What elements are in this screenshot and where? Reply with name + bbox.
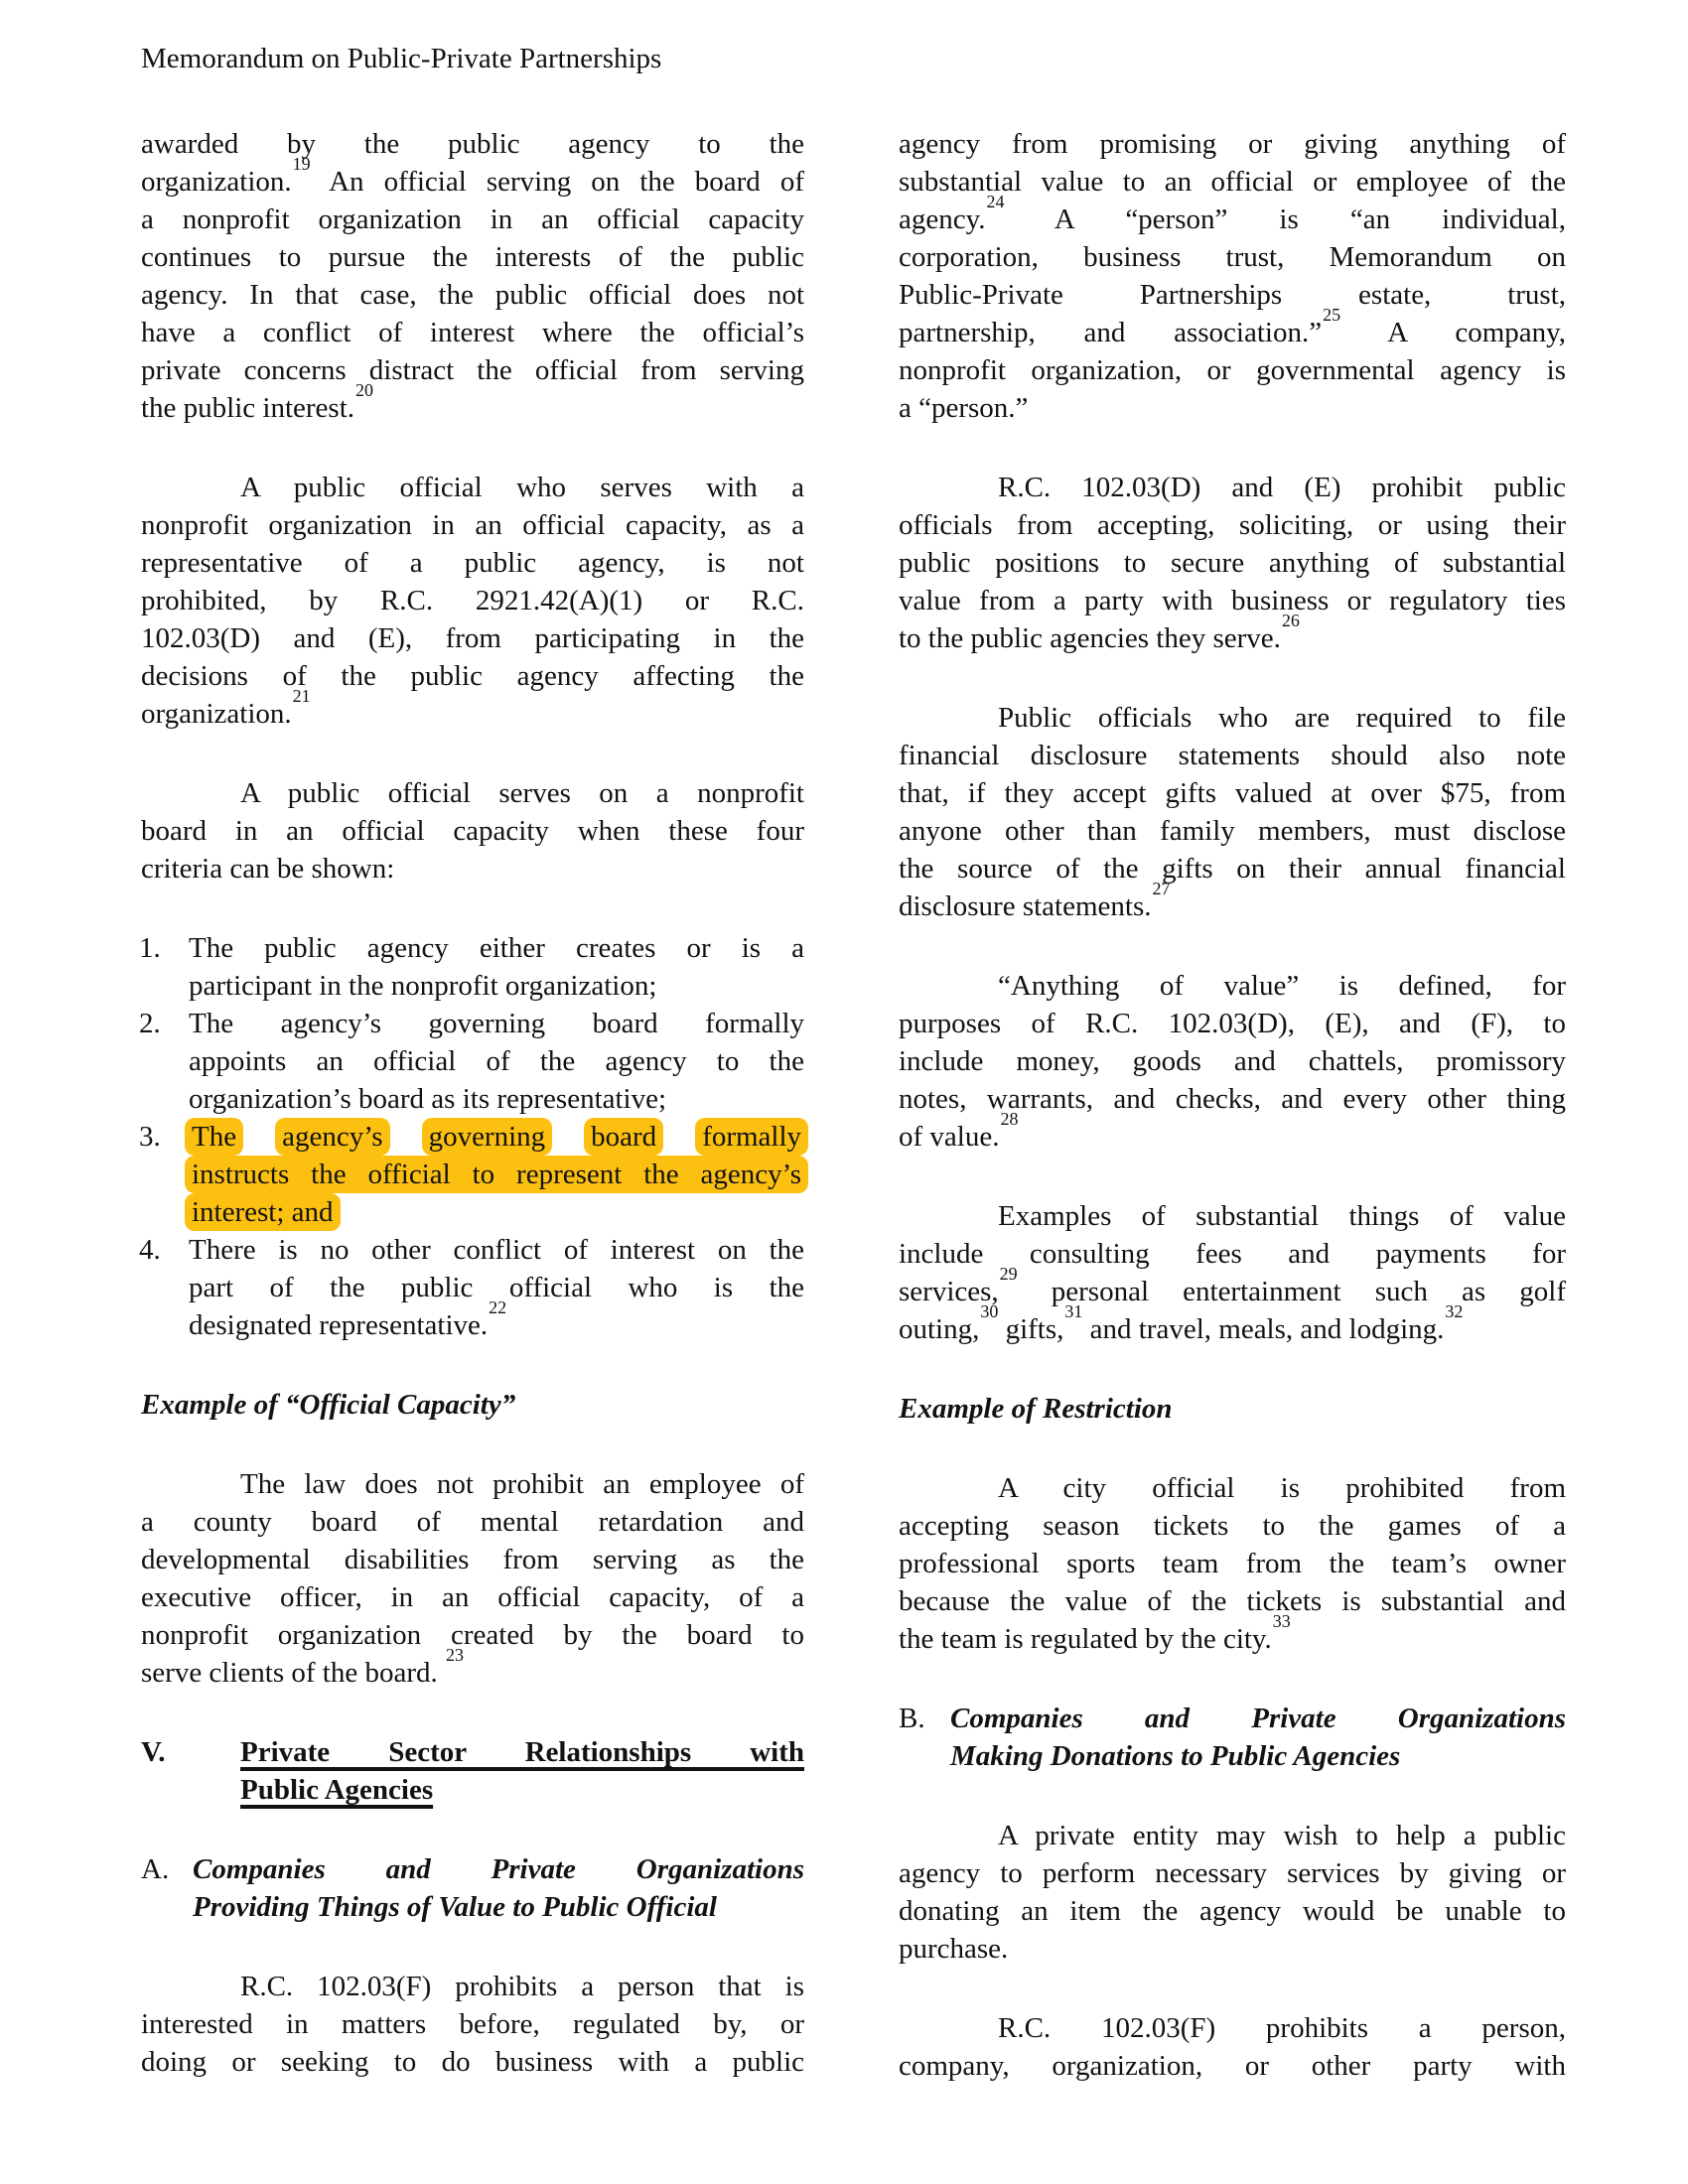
text-line: a “person.” <box>899 392 1029 424</box>
text-line: notes, warrants, and checks, and every other thing <box>899 1083 1566 1115</box>
text-line: company, organization, or other party with <box>899 2050 1566 2082</box>
text-line: corporation, business trust, Memorandum on <box>899 241 1566 273</box>
list-item-text <box>189 1231 804 1344</box>
item-number: 3. <box>139 1121 161 1153</box>
paragraph <box>899 1197 1566 1348</box>
item-number: 2. <box>139 1008 161 1039</box>
text-line: criteria can be shown: <box>141 853 395 885</box>
text-line <box>189 1118 804 1156</box>
footnote-ref: 28 <box>1000 1109 1019 1130</box>
text-line: prohibited, by R.C. 2921.42(A)(1) or R.C. <box>141 585 804 616</box>
text-line: of value.$^{28}$ <box>899 1109 1019 1153</box>
list-item <box>141 1118 804 1231</box>
text-line: A private entity may wish to help a public <box>998 1820 1566 1851</box>
text-line: doing or seeking to do business with a public <box>141 2046 804 2078</box>
text-line: interested in matters before, regulated by, or <box>141 2008 804 2040</box>
footnote-ref: 33 <box>1272 1611 1291 1632</box>
paragraph <box>899 1817 1566 1968</box>
text-line: the public interest.$^{20}$ <box>141 380 373 424</box>
list-item-text <box>189 1005 804 1118</box>
text-line: Companies and Private Organizations <box>193 1853 804 1885</box>
text-line: include money, goods and chattels, promissory <box>899 1045 1566 1077</box>
footnote-ref: 21 <box>292 686 311 707</box>
text-line: Providing Things of Value to Public Official <box>193 1891 717 1923</box>
list-item <box>141 929 804 1005</box>
text-line: nonprofit organization in an official capacity, as a <box>141 509 804 541</box>
text-line: services,$^{29}$ personal entertainment such as golf <box>899 1264 1566 1307</box>
text-line: financial disclosure statements should also note <box>899 740 1566 771</box>
text-line: professional sports team from the team’s owner <box>899 1548 1566 1579</box>
text-line: A public official who serves with a <box>240 472 804 503</box>
text-line: agency. In that case, the public official does not <box>141 279 804 311</box>
text-line: Examples of substantial things of value <box>998 1200 1566 1232</box>
footnote-ref: 30 <box>980 1301 999 1322</box>
heading-text <box>240 1733 804 1809</box>
text-line: that, if they accept gifts valued at over $75, from <box>899 777 1566 809</box>
text-line: There is no other conflict of interest on the <box>189 1234 804 1266</box>
text-line: Public-Private Partnerships estate, trust, <box>899 279 1566 311</box>
item-number: A. <box>141 1853 170 1885</box>
footnote-ref: 32 <box>1445 1301 1464 1322</box>
highlight: board <box>584 1118 663 1156</box>
footnote-ref: 25 <box>1323 305 1341 326</box>
item-number: V. <box>141 1736 166 1768</box>
highlight: formally <box>695 1118 808 1156</box>
paragraph <box>899 699 1566 925</box>
text-line: anyone other than family members, must disclose <box>899 815 1566 847</box>
paragraph <box>141 1968 804 2081</box>
text-line: part of the public official who is the <box>189 1272 804 1303</box>
column-right <box>899 125 1566 2126</box>
footnote-ref: 20 <box>355 380 373 401</box>
highlight: interest; and <box>185 1193 341 1231</box>
text-line: the team is regulated by the city.$^{33}$ <box>899 1611 1291 1655</box>
column-left <box>141 125 804 2122</box>
text-line: Example of Restriction <box>899 1393 1173 1425</box>
text-line: the source of the gifts on their annual financial <box>899 853 1566 885</box>
paragraph <box>141 125 804 427</box>
footnote-ref: 23 <box>446 1645 464 1666</box>
example-heading <box>899 1390 1566 1428</box>
text-line: a nonprofit organization in an official capacity <box>141 204 804 235</box>
text-line: value from a party with business or regulatory ties <box>899 585 1566 616</box>
text-line: officials from accepting, soliciting, or using their <box>899 509 1566 541</box>
text-line: include consulting fees and payments for <box>899 1238 1566 1270</box>
text-line: a county board of mental retardation and <box>141 1506 804 1538</box>
text-line: organization.$^{21}$ <box>141 686 311 730</box>
text-line: outing,$^{30}$ gifts,$^{31}$ and travel, meals, and lodging.$^{32}$ <box>899 1301 1464 1345</box>
text-line: partnership, and association.”$^{25}$ A company, <box>899 305 1566 348</box>
text-line: organization’s board as its representative; <box>189 1083 667 1115</box>
list-item-text <box>189 1118 804 1231</box>
list-item <box>141 1231 804 1344</box>
text-line: Public officials who are required to file <box>998 702 1566 734</box>
text-line: public positions to secure anything of substantial <box>899 547 1566 579</box>
text-line: purposes of R.C. 102.03(D), (E), and (F), to <box>899 1008 1566 1039</box>
text-line: have a conflict of interest where the official’s <box>141 317 804 348</box>
paragraph <box>899 2009 1566 2085</box>
text-line: nonprofit organization created by the board to <box>141 1619 804 1651</box>
footnote-ref: 24 <box>986 192 1005 212</box>
text-line: The law does not prohibit an employee of <box>240 1468 804 1500</box>
heading-text <box>193 1850 804 1926</box>
text-line: R.C. 102.03(F) prohibits a person, <box>998 2012 1566 2044</box>
footnote-ref: 22 <box>489 1297 507 1318</box>
paragraph <box>141 774 804 887</box>
paragraph <box>899 1469 1566 1658</box>
text-line: substantial value to an official or employee of the <box>899 166 1566 198</box>
text-line: Companies and Private Organizations <box>950 1703 1566 1734</box>
text-line <box>189 1193 804 1231</box>
text-line: designated representative.$^{22}$ <box>189 1297 507 1341</box>
heading-text <box>950 1700 1566 1775</box>
list-item-text <box>189 929 804 1005</box>
item-number: B. <box>899 1703 925 1734</box>
subsection-heading <box>141 1850 804 1926</box>
paragraph <box>141 469 804 733</box>
footnote-ref: 29 <box>999 1264 1018 1285</box>
text-line: participant in the nonprofit organization; <box>189 970 657 1002</box>
footnote-ref: 27 <box>1152 879 1171 899</box>
text-line: R.C. 102.03(F) prohibits a person that is <box>240 1971 804 2002</box>
text-line: A public official serves on a nonprofit <box>240 777 804 809</box>
text-line: accepting season tickets to the games of a <box>899 1510 1566 1542</box>
paragraph <box>899 469 1566 657</box>
paragraph <box>141 1465 804 1692</box>
highlight: governing <box>422 1118 553 1156</box>
paragraph <box>899 967 1566 1156</box>
item-number: 4. <box>139 1234 161 1266</box>
text-line: 102.03(D) and (E), from participating in the <box>141 622 804 654</box>
highlight: The <box>185 1118 243 1156</box>
highlight: agency’s <box>275 1118 389 1156</box>
text-line <box>189 1156 804 1193</box>
item-number: 1. <box>139 932 161 964</box>
text-line: disclosure statements.$^{27}$ <box>899 879 1171 922</box>
text-line: agency to perform necessary services by giving or <box>899 1857 1566 1889</box>
text-line: representative of a public agency, is not <box>141 547 804 579</box>
text-line: agency from promising or giving anything of <box>899 128 1566 160</box>
text-line: continues to pursue the interests of the public <box>141 241 804 273</box>
text-line: A city official is prohibited from <box>998 1472 1566 1504</box>
highlight: instructs the official to represent the agency’s <box>185 1156 808 1193</box>
text-line: organization.$^{19}$ An official serving on the board of <box>141 154 804 198</box>
text-line: The agency’s governing board formally <box>189 1008 804 1039</box>
text-line: to the public agencies they serve.$^{26}$ <box>899 611 1300 654</box>
criteria-list <box>141 929 804 1344</box>
text-line: Public Agencies <box>240 1774 434 1806</box>
text-line: donating an item the agency would be unable to <box>899 1895 1566 1927</box>
text-line: awarded by the public agency to the <box>141 128 804 160</box>
footnote-ref: 26 <box>1281 611 1300 631</box>
text-line: Example of “Official Capacity” <box>141 1389 516 1421</box>
text-line: appoints an official of the agency to the <box>189 1045 804 1077</box>
list-item <box>141 1005 804 1118</box>
footnote-ref: 31 <box>1064 1301 1083 1322</box>
text-line: Making Donations to Public Agencies <box>950 1740 1401 1772</box>
text-line: serve clients of the board. $^{23}$ <box>141 1645 464 1689</box>
paragraph <box>899 125 1566 427</box>
example-heading <box>141 1386 804 1424</box>
text-line: because the value of the tickets is substantial and <box>899 1585 1566 1617</box>
text-line: agency.$^{24}$ A “person” is “an individual, <box>899 192 1566 235</box>
text-line: developmental disabilities from serving as the <box>141 1544 804 1575</box>
section-heading <box>141 1733 804 1809</box>
text-line: executive officer, in an official capacity, of a <box>141 1581 804 1613</box>
text-line: nonprofit organization, or governmental agency is <box>899 354 1566 386</box>
subsection-heading <box>899 1700 1566 1775</box>
text-line: “Anything of value” is defined, for <box>998 970 1566 1002</box>
footnote-ref: 19 <box>292 154 311 175</box>
text-line: purchase. <box>899 1933 1009 1965</box>
text-line: board in an official capacity when these four <box>141 815 804 847</box>
text-line: Private Sector Relationships with <box>240 1736 804 1768</box>
text-line: private concerns distract the official from serving <box>141 354 804 386</box>
text-line: R.C. 102.03(D) and (E) prohibit public <box>998 472 1566 503</box>
text-line: decisions of the public agency affecting the <box>141 660 804 692</box>
page-header: Memorandum on Public-Private Partnerships <box>141 43 662 74</box>
text-line: The public agency either creates or is a <box>189 932 804 964</box>
